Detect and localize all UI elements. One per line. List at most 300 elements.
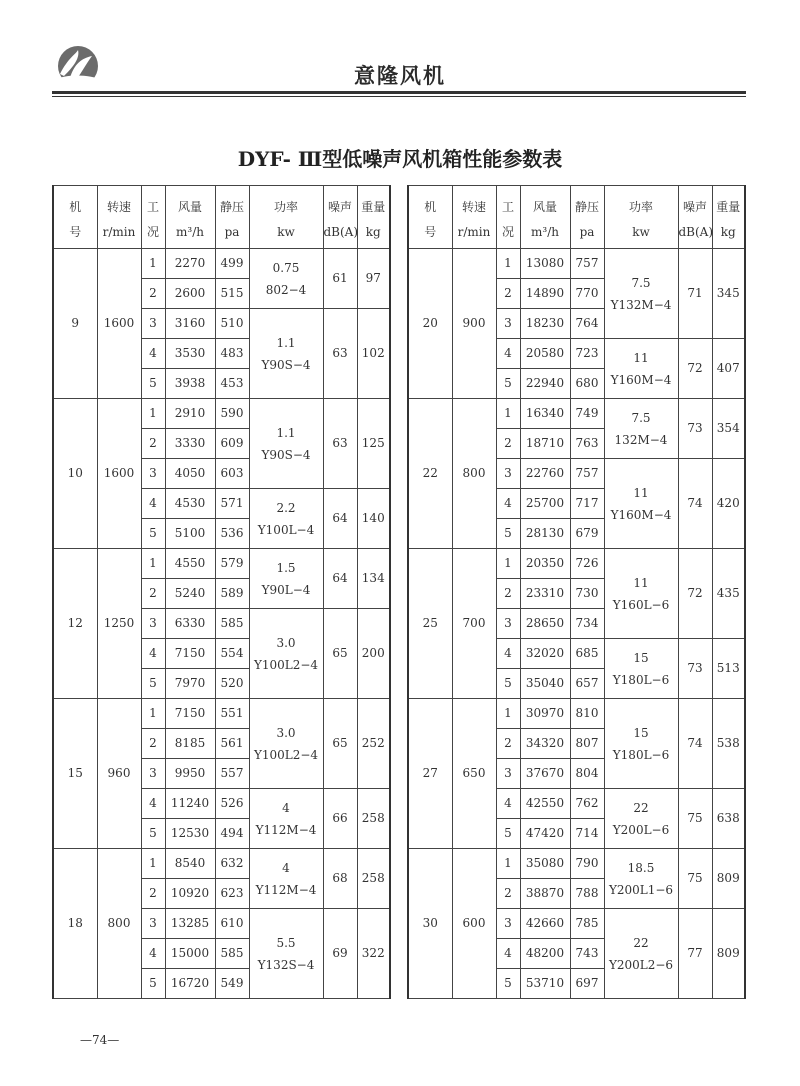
power-value: 2.2 — [276, 500, 296, 515]
airflow-cell: 2910 — [165, 399, 215, 429]
static-pressure-cell: 609 — [215, 429, 249, 459]
condition-cell: 5 — [141, 969, 165, 999]
power-value: 4 — [282, 860, 290, 875]
airflow-cell: 7150 — [165, 699, 215, 729]
power-cell — [604, 549, 678, 639]
power-value: 7.5 — [631, 410, 651, 425]
col-header-noise: 噪声 — [323, 186, 357, 221]
col-unit-airflow: m³/h — [520, 220, 570, 249]
weight-cell: 140 — [357, 489, 390, 549]
col-header-static-pressure: 静压 — [215, 186, 249, 221]
page-number: —74— — [80, 1033, 120, 1047]
condition-cell: 1 — [496, 699, 520, 729]
airflow-cell: 9950 — [165, 759, 215, 789]
condition-cell: 1 — [496, 249, 520, 279]
model-cell: 25 — [408, 549, 452, 699]
static-pressure-cell: 714 — [570, 819, 604, 849]
motor-type: Y132S−4 — [257, 957, 315, 972]
static-pressure-cell: 757 — [570, 459, 604, 489]
speed-cell: 900 — [452, 249, 496, 399]
airflow-cell: 11240 — [165, 789, 215, 819]
power-value: 7.5 — [631, 275, 651, 290]
col-unit-condition: 况 — [141, 220, 165, 249]
motor-type: Y180L−6 — [612, 747, 670, 762]
static-pressure-cell: 770 — [570, 279, 604, 309]
col-header-power: 功率 — [604, 186, 678, 221]
col-header-noise: 噪声 — [678, 186, 712, 221]
power-cell — [604, 399, 678, 459]
static-pressure-cell: 810 — [570, 699, 604, 729]
condition-cell: 3 — [141, 759, 165, 789]
airflow-cell: 5240 — [165, 579, 215, 609]
motor-type: Y100L2−4 — [253, 747, 319, 762]
table-row — [53, 849, 390, 879]
airflow-cell: 8185 — [165, 729, 215, 759]
weight-cell: 354 — [712, 399, 745, 459]
table-row — [408, 699, 745, 729]
motor-type: Y200L2−6 — [608, 957, 674, 972]
static-pressure-cell: 764 — [570, 309, 604, 339]
weight-cell: 200 — [357, 609, 390, 699]
power-value: 1.5 — [276, 560, 296, 575]
weight-cell: 513 — [712, 639, 745, 699]
condition-cell: 4 — [496, 339, 520, 369]
airflow-cell: 28130 — [520, 519, 570, 549]
table-row — [53, 549, 390, 579]
condition-cell: 5 — [141, 369, 165, 399]
static-pressure-cell: 790 — [570, 849, 604, 879]
noise-cell: 63 — [323, 309, 357, 399]
model-cell: 22 — [408, 399, 452, 549]
col-unit-power: kw — [604, 220, 678, 249]
airflow-cell: 28650 — [520, 609, 570, 639]
airflow-cell: 42660 — [520, 909, 570, 939]
noise-cell: 72 — [678, 339, 712, 399]
power-cell — [604, 699, 678, 789]
condition-cell: 3 — [496, 909, 520, 939]
airflow-cell: 13285 — [165, 909, 215, 939]
static-pressure-cell: 536 — [215, 519, 249, 549]
col-unit-airflow: m³/h — [165, 220, 215, 249]
weight-cell: 809 — [712, 849, 745, 909]
condition-cell: 1 — [496, 849, 520, 879]
static-pressure-cell: 585 — [215, 939, 249, 969]
airflow-cell: 7150 — [165, 639, 215, 669]
col-header-model: 机 — [408, 186, 452, 221]
static-pressure-cell: 723 — [570, 339, 604, 369]
model-cell: 10 — [53, 399, 97, 549]
condition-cell: 5 — [141, 819, 165, 849]
table-row — [53, 249, 390, 279]
airflow-cell: 12530 — [165, 819, 215, 849]
static-pressure-cell: 510 — [215, 309, 249, 339]
noise-cell: 74 — [678, 699, 712, 789]
static-pressure-cell: 730 — [570, 579, 604, 609]
header-row — [408, 186, 745, 221]
motor-type: Y160M−4 — [610, 507, 672, 522]
static-pressure-cell: 515 — [215, 279, 249, 309]
weight-cell: 435 — [712, 549, 745, 639]
static-pressure-cell: 579 — [215, 549, 249, 579]
model-cell: 15 — [53, 699, 97, 849]
weight-cell: 420 — [712, 459, 745, 549]
power-cell — [249, 609, 323, 699]
airflow-cell: 8540 — [165, 849, 215, 879]
brand-name: 意隆风机 — [354, 64, 446, 88]
condition-cell: 5 — [496, 369, 520, 399]
col-unit-noise: dB(A) — [323, 220, 357, 249]
power-cell — [249, 399, 323, 489]
airflow-cell: 35080 — [520, 849, 570, 879]
speed-cell: 800 — [452, 399, 496, 549]
condition-cell: 1 — [496, 549, 520, 579]
col-header-power: 功率 — [249, 186, 323, 221]
col-header-speed: 转速 — [452, 186, 496, 221]
speed-cell: 600 — [452, 849, 496, 999]
weight-cell: 134 — [357, 549, 390, 609]
airflow-cell: 3160 — [165, 309, 215, 339]
noise-cell: 74 — [678, 459, 712, 549]
header-row — [53, 186, 390, 221]
static-pressure-cell: 717 — [570, 489, 604, 519]
power-value: 11 — [633, 350, 649, 365]
condition-cell: 4 — [141, 639, 165, 669]
weight-cell: 102 — [357, 309, 390, 399]
noise-cell: 65 — [323, 609, 357, 699]
col-header-speed: 转速 — [97, 186, 141, 221]
condition-cell: 3 — [141, 459, 165, 489]
header-unit-row — [53, 220, 390, 249]
speed-cell: 800 — [97, 849, 141, 999]
performance-table-body — [408, 186, 745, 999]
noise-cell: 61 — [323, 249, 357, 309]
condition-cell: 1 — [141, 849, 165, 879]
model-cell: 9 — [53, 249, 97, 399]
condition-cell: 2 — [141, 729, 165, 759]
condition-cell: 1 — [141, 699, 165, 729]
power-value: 11 — [633, 485, 649, 500]
model-cell: 12 — [53, 549, 97, 699]
motor-type: Y160M−4 — [610, 372, 672, 387]
col-unit-condition: 况 — [496, 220, 520, 249]
condition-cell: 1 — [141, 399, 165, 429]
header-rule-thick — [52, 91, 746, 94]
static-pressure-cell: 679 — [570, 519, 604, 549]
motor-type: Y200L1−6 — [608, 882, 674, 897]
motor-type: 132M−4 — [614, 432, 668, 447]
header-rule-thin — [52, 96, 746, 97]
power-cell — [604, 789, 678, 849]
motor-type: Y90L−4 — [261, 582, 311, 597]
condition-cell: 4 — [496, 639, 520, 669]
col-unit-weight: kg — [357, 220, 390, 249]
airflow-cell: 22760 — [520, 459, 570, 489]
static-pressure-cell: 807 — [570, 729, 604, 759]
airflow-cell: 22940 — [520, 369, 570, 399]
condition-cell: 4 — [141, 789, 165, 819]
col-header-condition: 工 — [141, 186, 165, 221]
condition-cell: 2 — [141, 429, 165, 459]
power-cell — [249, 909, 323, 999]
static-pressure-cell: 680 — [570, 369, 604, 399]
power-value: 1.1 — [276, 335, 296, 350]
condition-cell: 1 — [141, 549, 165, 579]
static-pressure-cell: 623 — [215, 879, 249, 909]
static-pressure-cell: 561 — [215, 729, 249, 759]
static-pressure-cell: 757 — [570, 249, 604, 279]
condition-cell: 2 — [496, 879, 520, 909]
static-pressure-cell: 571 — [215, 489, 249, 519]
static-pressure-cell: 804 — [570, 759, 604, 789]
weight-cell: 97 — [357, 249, 390, 309]
airflow-cell: 15000 — [165, 939, 215, 969]
power-cell — [249, 309, 323, 399]
airflow-cell: 3330 — [165, 429, 215, 459]
airflow-cell: 35040 — [520, 669, 570, 699]
speed-cell: 960 — [97, 699, 141, 849]
col-header-condition: 工 — [496, 186, 520, 221]
condition-cell: 3 — [496, 609, 520, 639]
power-cell — [249, 249, 323, 309]
weight-cell: 407 — [712, 339, 745, 399]
static-pressure-cell: 590 — [215, 399, 249, 429]
static-pressure-cell: 788 — [570, 879, 604, 909]
condition-cell: 3 — [496, 309, 520, 339]
condition-cell: 5 — [496, 669, 520, 699]
airflow-cell: 18230 — [520, 309, 570, 339]
condition-cell: 1 — [496, 399, 520, 429]
static-pressure-cell: 762 — [570, 789, 604, 819]
noise-cell: 66 — [323, 789, 357, 849]
speed-cell: 700 — [452, 549, 496, 699]
condition-cell: 2 — [496, 429, 520, 459]
airflow-cell: 23310 — [520, 579, 570, 609]
table-row — [53, 399, 390, 429]
static-pressure-cell: 554 — [215, 639, 249, 669]
header-unit-row — [408, 220, 745, 249]
motor-type: Y200L−6 — [612, 822, 670, 837]
static-pressure-cell: 526 — [215, 789, 249, 819]
col-header-model: 机 — [53, 186, 97, 221]
power-cell — [249, 549, 323, 609]
condition-cell: 3 — [141, 909, 165, 939]
power-value: 22 — [633, 935, 649, 950]
static-pressure-cell: 657 — [570, 669, 604, 699]
weight-cell: 809 — [712, 909, 745, 999]
weight-cell: 538 — [712, 699, 745, 789]
motor-type: Y180L−6 — [612, 672, 670, 687]
airflow-cell: 20350 — [520, 549, 570, 579]
airflow-cell: 42550 — [520, 789, 570, 819]
motor-type: Y90S−4 — [261, 447, 311, 462]
motor-type: Y100L−4 — [257, 522, 315, 537]
condition-cell: 1 — [141, 249, 165, 279]
airflow-cell: 10920 — [165, 879, 215, 909]
motor-type: Y132M−4 — [610, 297, 672, 312]
condition-cell: 3 — [496, 459, 520, 489]
power-value: 22 — [633, 800, 649, 815]
speed-cell: 1250 — [97, 549, 141, 699]
power-cell — [604, 249, 678, 339]
table-row — [408, 849, 745, 879]
noise-cell: 64 — [323, 489, 357, 549]
col-header-weight: 重量 — [357, 186, 390, 221]
condition-cell: 5 — [141, 519, 165, 549]
condition-cell: 2 — [141, 279, 165, 309]
static-pressure-cell: 557 — [215, 759, 249, 789]
power-cell — [604, 639, 678, 699]
col-unit-power: kw — [249, 220, 323, 249]
airflow-cell: 25700 — [520, 489, 570, 519]
noise-cell: 63 — [323, 399, 357, 489]
col-unit-static-pressure: pa — [215, 220, 249, 249]
condition-cell: 3 — [141, 309, 165, 339]
static-pressure-cell: 785 — [570, 909, 604, 939]
airflow-cell: 3938 — [165, 369, 215, 399]
power-value: 4 — [282, 800, 290, 815]
condition-cell: 2 — [141, 579, 165, 609]
col-header-airflow: 风量 — [520, 186, 570, 221]
noise-cell: 71 — [678, 249, 712, 339]
static-pressure-cell: 589 — [215, 579, 249, 609]
airflow-cell: 13080 — [520, 249, 570, 279]
static-pressure-cell: 734 — [570, 609, 604, 639]
col-header-airflow: 风量 — [165, 186, 215, 221]
power-cell — [604, 459, 678, 549]
static-pressure-cell: 743 — [570, 939, 604, 969]
condition-cell: 3 — [496, 759, 520, 789]
condition-cell: 4 — [496, 789, 520, 819]
col-unit-speed: r/min — [452, 220, 496, 249]
airflow-cell: 37670 — [520, 759, 570, 789]
static-pressure-cell: 697 — [570, 969, 604, 999]
power-cell — [249, 489, 323, 549]
col-unit-model: 号 — [53, 220, 97, 249]
airflow-cell: 14890 — [520, 279, 570, 309]
model-cell: 20 — [408, 249, 452, 399]
airflow-cell: 7970 — [165, 669, 215, 699]
power-cell — [604, 339, 678, 399]
weight-cell: 258 — [357, 789, 390, 849]
noise-cell: 65 — [323, 699, 357, 789]
airflow-cell: 3530 — [165, 339, 215, 369]
motor-type: Y112M−4 — [255, 882, 317, 897]
airflow-cell: 30970 — [520, 699, 570, 729]
performance-table-body — [53, 186, 390, 999]
static-pressure-cell: 520 — [215, 669, 249, 699]
speed-cell: 650 — [452, 699, 496, 849]
power-cell — [249, 789, 323, 849]
power-value: 18.5 — [627, 860, 655, 875]
condition-cell: 5 — [496, 519, 520, 549]
noise-cell: 72 — [678, 549, 712, 639]
col-header-static-pressure: 静压 — [570, 186, 604, 221]
weight-cell: 252 — [357, 699, 390, 789]
col-unit-static-pressure: pa — [570, 220, 604, 249]
power-value: 3.0 — [276, 635, 296, 650]
condition-cell: 4 — [496, 939, 520, 969]
power-value: 1.1 — [276, 425, 296, 440]
power-cell — [604, 909, 678, 999]
performance-table-right — [407, 185, 746, 999]
weight-cell: 322 — [357, 909, 390, 999]
airflow-cell: 2600 — [165, 279, 215, 309]
airflow-cell: 2270 — [165, 249, 215, 279]
condition-cell: 5 — [496, 819, 520, 849]
power-value: 3.0 — [276, 725, 296, 740]
condition-cell: 2 — [496, 279, 520, 309]
power-value: 15 — [633, 650, 649, 665]
static-pressure-cell: 763 — [570, 429, 604, 459]
condition-cell: 3 — [141, 609, 165, 639]
condition-cell: 5 — [141, 669, 165, 699]
static-pressure-cell: 499 — [215, 249, 249, 279]
motor-type: Y112M−4 — [255, 822, 317, 837]
col-unit-speed: r/min — [97, 220, 141, 249]
noise-cell: 77 — [678, 909, 712, 999]
noise-cell: 68 — [323, 849, 357, 909]
airflow-cell: 16720 — [165, 969, 215, 999]
airflow-cell: 34320 — [520, 729, 570, 759]
airflow-cell: 48200 — [520, 939, 570, 969]
airflow-cell: 32020 — [520, 639, 570, 669]
table-row — [408, 549, 745, 579]
airflow-cell: 47420 — [520, 819, 570, 849]
motor-type: Y90S−4 — [261, 357, 311, 372]
performance-table-left — [52, 185, 391, 999]
airflow-cell: 18710 — [520, 429, 570, 459]
airflow-cell: 6330 — [165, 609, 215, 639]
static-pressure-cell: 585 — [215, 609, 249, 639]
col-unit-noise: dB(A) — [678, 220, 712, 249]
power-value: 5.5 — [276, 935, 296, 950]
col-unit-weight: kg — [712, 220, 745, 249]
col-header-weight: 重量 — [712, 186, 745, 221]
static-pressure-cell: 453 — [215, 369, 249, 399]
static-pressure-cell: 685 — [570, 639, 604, 669]
power-value: 11 — [633, 575, 649, 590]
model-cell: 18 — [53, 849, 97, 999]
static-pressure-cell: 603 — [215, 459, 249, 489]
static-pressure-cell: 549 — [215, 969, 249, 999]
airflow-cell: 5100 — [165, 519, 215, 549]
condition-cell: 4 — [141, 939, 165, 969]
power-value: 0.75 — [272, 260, 300, 275]
power-value: 15 — [633, 725, 649, 740]
static-pressure-cell: 749 — [570, 399, 604, 429]
model-cell: 30 — [408, 849, 452, 999]
motor-type: Y160L−6 — [612, 597, 670, 612]
condition-cell: 4 — [496, 489, 520, 519]
speed-cell: 1600 — [97, 249, 141, 399]
noise-cell: 73 — [678, 399, 712, 459]
static-pressure-cell: 632 — [215, 849, 249, 879]
weight-cell: 638 — [712, 789, 745, 849]
power-cell — [249, 849, 323, 909]
airflow-cell: 4550 — [165, 549, 215, 579]
condition-cell: 4 — [141, 339, 165, 369]
table-row — [408, 399, 745, 429]
noise-cell: 64 — [323, 549, 357, 609]
table-row — [408, 249, 745, 279]
condition-cell: 2 — [141, 879, 165, 909]
airflow-cell: 38870 — [520, 879, 570, 909]
airflow-cell: 16340 — [520, 399, 570, 429]
airflow-cell: 4050 — [165, 459, 215, 489]
power-cell — [249, 699, 323, 789]
condition-cell: 4 — [141, 489, 165, 519]
weight-cell: 258 — [357, 849, 390, 909]
